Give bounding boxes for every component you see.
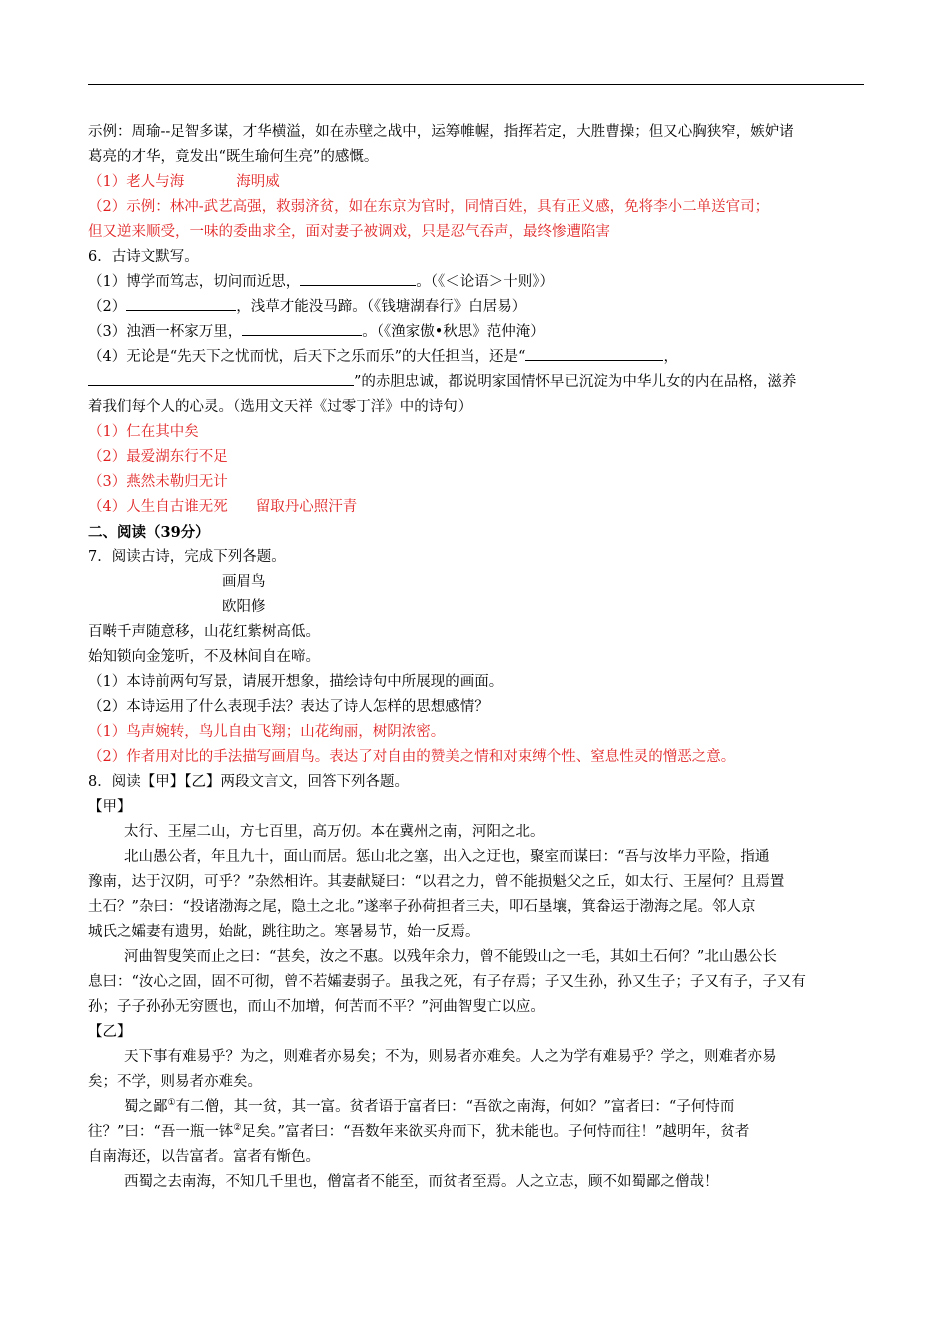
passage-yi-para-1-line-2: 矣；不学，则易者亦难矣。 (88, 1074, 262, 1090)
yi-text-d: 足矣。”富者曰：“吾数年来欲买舟而下，犹未能也。子何恃而往！”越明年，贫者 (241, 1124, 750, 1140)
passage-jia-para-2-line-2: 豫南，达于汉阴，可乎？”杂然相许。其妻献疑曰：“以君之力，曾不能损魁父之丘，如太行、王屋何？且焉置 (88, 874, 785, 890)
passage-yi-para-3: 西蜀之去南海，不知几千里也，僧富者不能至，而贫者至焉。人之立志，顾不如蜀鄙之僧哉！ (124, 1174, 719, 1190)
answer-7-1: （1）鸟声婉转，鸟儿自由飞翔；山花绚丽，树阴浓密。 (88, 724, 446, 740)
answer-blank (242, 321, 362, 336)
answer-6-4a: （4）人生自古谁无死 (88, 499, 228, 515)
answer-6-4 (88, 495, 864, 520)
q6-4-comma: ， (663, 349, 678, 365)
q6-1-source: 。（《＜论语＞十则》） (416, 274, 554, 290)
q6-1-text: （1）博学而笃志，切问而近思， (88, 274, 301, 290)
passage-jia-para-3-line-3: 孙；子子孙孙无穷匮也，而山不加增，何苦而不平？”河曲智叟亡以应。 (88, 999, 545, 1015)
passage-yi-label: 【乙】 (88, 1024, 132, 1040)
answer-6-3: （3）燕然未勒归无计 (88, 474, 228, 490)
footnote-2-marker: ② (233, 1123, 242, 1134)
q6-3-source: 。（《渔家傲•秋思》范仲淹） (362, 324, 545, 340)
passage-yi-para-2-line-2 (88, 1120, 864, 1145)
example-zhouyu-line-2: 葛亮的才华，竟发出“既生瑜何生亮”的感慨。 (88, 149, 379, 165)
answer-5-1 (88, 170, 864, 195)
footnote-1-marker: ① (167, 1098, 176, 1109)
question-6-heading: 6．古诗文默写。 (88, 249, 199, 265)
answer-5-2-line-1: （2）示例：林冲-武艺高强，救弱济贫，如在东京为官时，同情百姓，具有正义感，免将李小二单送官司； (88, 199, 770, 215)
answer-blank (126, 296, 236, 311)
question-6-3 (88, 320, 864, 345)
poem-line-1: 百啭千声随意移，山花红紫树高低。 (88, 624, 320, 640)
q6-3-text: （3）浊酒一杯家万里， (88, 324, 243, 340)
question-6-4-line-2 (88, 370, 864, 395)
passage-jia-para-3-line-1: 河曲智叟笑而止之曰：“甚矣，汝之不惠。以残年余力，曾不能毁山之一毛，其如土石何？”北山愚公长 (124, 949, 777, 965)
passage-jia-para-3-line-2: 息曰：“汝心之固，固不可彻，曾不若孀妻弱子。虽我之死，有子存焉；子又生孙，孙又生子；子又有子，子又有 (88, 974, 806, 990)
q6-2-num: （2） (88, 299, 127, 315)
question-8-heading: 8．阅读【甲】【乙】两段文言文，回答下列各题。 (88, 774, 409, 790)
answer-7-2: （2）作者用对比的手法描写画眉鸟。表达了对自由的赞美之情和对束缚个性、窒息性灵的憎恶之意。 (88, 749, 736, 765)
passage-jia-para-2-line-4: 城氏之孀妻有遗男，始龀，跳往助之。寒暑易节，始一反焉。 (88, 924, 480, 940)
poem-title: 画眉鸟 (222, 574, 266, 590)
question-7-heading: 7．阅读古诗，完成下列各题。 (88, 549, 286, 565)
answer-6-4b: 留取丹心照汗青 (255, 499, 358, 515)
answer-6-2: （2）最爱湖东行不足 (88, 449, 228, 465)
passage-jia-label: 【甲】 (88, 799, 132, 815)
answer-blank (300, 271, 416, 286)
question-6-1 (88, 270, 864, 295)
poem-line-2: 始知锁向金笼听，不及林间自在啼。 (88, 649, 320, 665)
passage-yi-para-2-line-3: 自南海还，以告富者。富者有惭色。 (88, 1149, 320, 1165)
answer-author: 海明威 (236, 174, 280, 190)
document-body (88, 120, 864, 1195)
question-6-2 (88, 295, 864, 320)
passage-jia-para-2-line-1: 北山愚公者，年且九十，面山而居。惩山北之塞，出入之迂也，聚室而谋曰：“吾与汝毕力平险，指通 (124, 849, 770, 865)
yi-text-c: 往？”曰：“吾一瓶一钵 (88, 1124, 234, 1140)
question-6-4-line-1 (88, 345, 864, 370)
question-6-4-line-3: 着我们每个人的心灵。（选用文天祥《过零丁洋》中的诗句） (88, 399, 473, 415)
answer-6-1: （1）仁在其中矣 (88, 424, 199, 440)
answer-blank (525, 346, 663, 361)
answer-book-title: （1）老人与海 (88, 174, 185, 190)
passage-yi-para-1-line-1: 天下事有难易乎？为之，则难者亦易矣；不为，则易者亦难矣。人之为学有难易乎？学之，则难者亦易 (124, 1049, 777, 1065)
passage-jia-para-1: 太行、王屋二山，方七百里，高万仞。本在冀州之南，河阳之北。 (124, 824, 545, 840)
question-7-1: （1）本诗前两句写景，请展开想象，描绘诗句中所展现的画面。 (88, 674, 504, 690)
answer-5-2-line-2: 但又逆来顺受，一味的委曲求全，面对妻子被调戏，只是忍气吞声，最终惨遭陷害 (88, 224, 610, 240)
q6-2-text: ，浅草才能没马蹄。（《钱塘湖春行》白居易） (236, 299, 527, 315)
yi-text-b: 有二僧，其一贫，其一富。贫者语于富者曰：“吾欲之南海，何如？”富者曰：“子何恃而 (175, 1099, 735, 1115)
answer-blank (88, 371, 354, 386)
q6-4-text: （4）无论是“先天下之忧而忧，后天下之乐而乐”的大任担当，还是“ (88, 349, 526, 365)
q6-4-text-2: ”的赤胆忠诚，都说明家国情怀早已沉淀为中华儿女的内在品格，滋养 (354, 374, 797, 390)
poem-author: 欧阳修 (222, 599, 266, 615)
yi-text-a: 蜀之鄙 (124, 1099, 168, 1115)
example-zhouyu-line-1: 示例：周瑜--足智多谋，才华横溢，如在赤壁之战中，运筹帷幄，指挥若定，大胜曹操；但又心胸狭窄，嫉妒诸 (88, 124, 794, 140)
question-7-2: （2）本诗运用了什么表现手法？表达了诗人怎样的思想感情？ (88, 699, 489, 715)
passage-jia-para-2-line-3: 土石？”杂曰：“投诸渤海之尾，隐土之北。”遂率子孙荷担者三夫，叩石垦壤，箕畚运于渤海之尾。邻人京 (88, 899, 756, 915)
header-rule (88, 84, 864, 85)
passage-yi-para-2-line-1 (88, 1095, 864, 1120)
section-2-heading: 二、阅读（39分） (88, 524, 210, 541)
